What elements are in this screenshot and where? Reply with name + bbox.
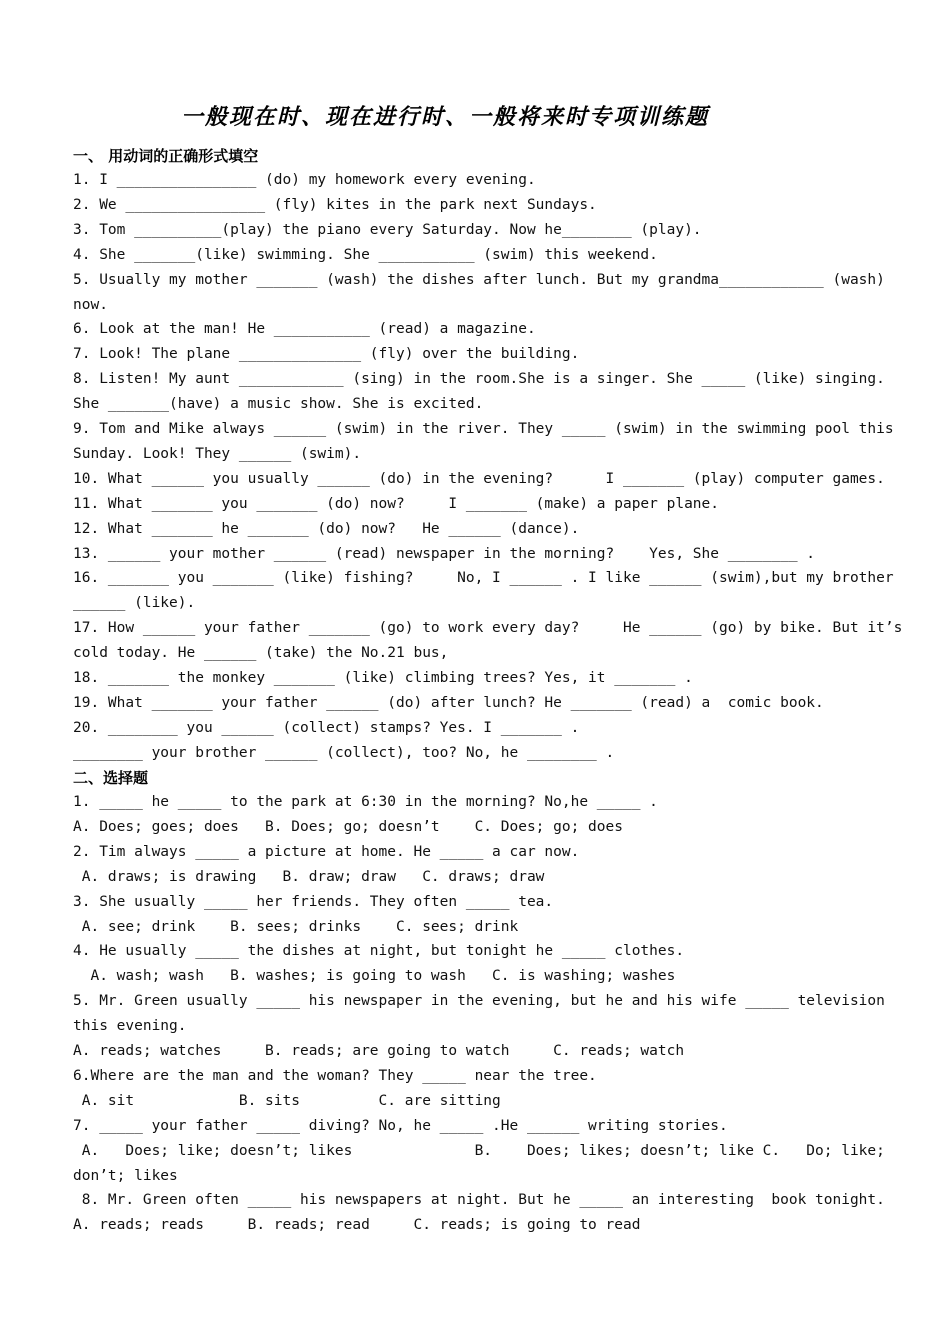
question-line: 7. Look! The plane ______________ (fly) over the building.: [73, 346, 580, 363]
question-line: 20. ________ you ______ (collect) stamps? Yes. I _______ .: [73, 719, 580, 736]
question-line: 5. Usually my mother _______ (wash) the dishes after lunch. But my grandma____________ (wash): [73, 271, 885, 288]
question-line: A. draws; is drawing B. draw; draw C. draws; draw: [73, 868, 545, 885]
question-line: 3. Tom __________(play) the piano every Saturday. Now he________ (play).: [73, 221, 702, 238]
question-line: A. see; drink B. sees; drinks C. sees; drink: [73, 918, 519, 935]
question-line: 10. What ______ you usually ______ (do) in the evening? I _______ (play) computer games.: [73, 470, 885, 487]
question-line: 13. ______ your mother ______ (read) newspaper in the morning? Yes, She ________ .: [73, 545, 816, 562]
question-line: A. sit B. sits C. are sitting: [73, 1092, 501, 1109]
question-line: 2. We ________________ (fly) kites in the park next Sundays.: [73, 196, 597, 213]
question-line: 8. Listen! My aunt ____________ (sing) in the room.She is a singer. She _____ (like) singing.: [73, 371, 885, 388]
question-line: now.: [73, 296, 108, 313]
question-line: A. Does; goes; does B. Does; go; doesn’t C. Does; go; does: [73, 818, 623, 835]
question-line: cold today. He ______ (take) the No.21 bus,: [73, 645, 449, 662]
question-line: 12. What _______ he _______ (do) now? He ______ (dance).: [73, 520, 580, 537]
question-line: 18. _______ the monkey _______ (like) climbing trees? Yes, it _______ .: [73, 670, 693, 686]
question-line: ________ your brother ______ (collect), too? No, he ________ .: [73, 744, 615, 761]
question-line: ______ (like).: [73, 595, 196, 612]
question-line: 2. Tim always _____ a picture at home. He _____ a car now.: [73, 843, 580, 860]
section-1-heading: 一、 用动词的正确形式填空: [73, 147, 259, 165]
question-line: 3. She usually _____ her friends. They often _____ tea.: [73, 893, 554, 910]
question-line: 7. _____ your father _____ diving? No, he _____ .He ______ writing stories.: [73, 1117, 728, 1134]
question-line: 5. Mr. Green usually _____ his newspaper in the evening, but he and his wife _____ television: [73, 993, 885, 1010]
question-line: 1. _____ he _____ to the park at 6:30 in the morning? No,he _____ .: [73, 794, 658, 810]
question-line: this evening.: [73, 1018, 187, 1035]
question-line: 19. What _______ your father ______ (do) after lunch? He _______ (read) a comic book.: [73, 694, 824, 711]
question-line: 4. He usually _____ the dishes at night, but tonight he _____ clothes.: [73, 943, 685, 960]
question-line: 6. Look at the man! He ___________ (read) a magazine.: [73, 321, 536, 338]
question-line: don’t; likes: [73, 1167, 178, 1184]
question-line: 17. How ______ your father _______ (go) to work every day? He ______ (go) by bike. But it’s: [73, 620, 903, 637]
question-line: 6.Where are the man and the woman? They _____ near the tree.: [73, 1067, 597, 1084]
question-line: 16. _______ you _______ (like) fishing? No, I ______ . I like ______ (swim),but my brother: [73, 570, 894, 587]
question-line: A. Does; like; doesn’t; likes B. Does; likes; doesn’t; like C. Do; like;: [73, 1142, 885, 1159]
question-line: 4. She _______(like) swimming. She ___________ (swim) this weekend.: [73, 246, 658, 263]
question-line: She _______(have) a music show. She is excited.: [73, 396, 484, 413]
question-line: A. reads; reads B. reads; read C. reads; is going to read: [73, 1217, 641, 1234]
question-line: 8. Mr. Green often _____ his newspapers at night. But he _____ an interesting book tonight.: [73, 1192, 885, 1209]
section-2-heading: 二、选择题: [73, 769, 149, 787]
question-line: A. reads; watches B. reads; are going to watch C. reads; watch: [73, 1043, 685, 1059]
question-line: Sunday. Look! They ______ (swim).: [73, 445, 362, 462]
question-line: A. wash; wash B. washes; is going to wash C. is washing; washes: [73, 968, 676, 985]
question-line: 11. What _______ you _______ (do) now? I _______ (make) a paper plane.: [73, 495, 720, 512]
question-line: 1. I ________________ (do) my homework every evening.: [73, 172, 536, 188]
question-line: 9. Tom and Mike always ______ (swim) in the river. They _____ (swim) in the swimming pool this: [73, 421, 894, 437]
page-title: 一般现在时、现在进行时、一般将来时专项训练题: [180, 104, 709, 130]
